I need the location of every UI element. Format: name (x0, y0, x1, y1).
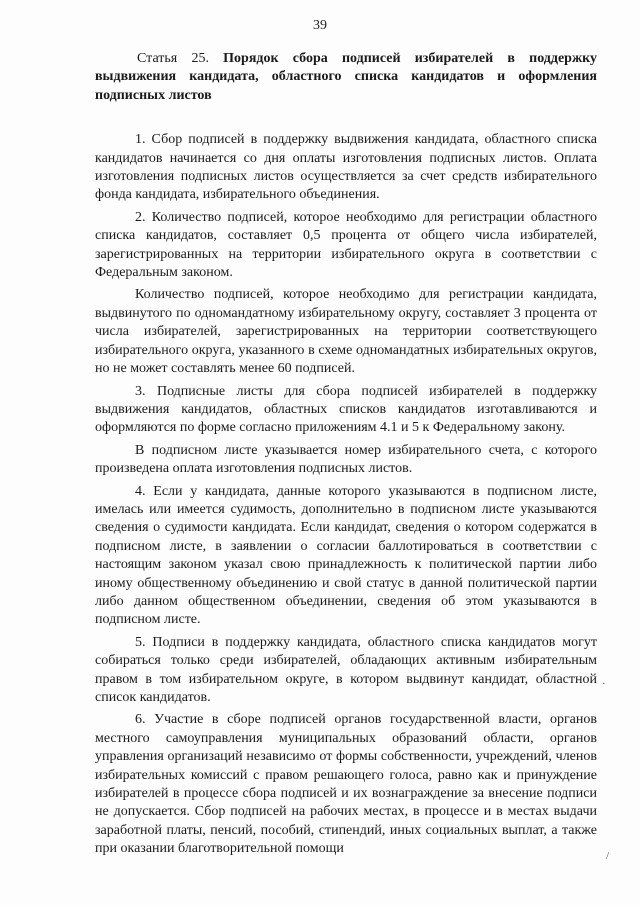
page-number: 39 (313, 18, 327, 33)
scan-speck: · (602, 678, 606, 690)
article-heading (95, 50, 597, 105)
paragraph-4: 4. Если у кандидата, данные которого указываются в подписном листе, имелась или имеется судимость, дополнительно в подписном листе указываются сведения о судимости кандидата. Если кандидат, сведения о котором содержатся в подписном листе, в заявлении о согласии баллотироваться в соответствии с настоящим законом указал свою принадлежность к политической партии либо иному общественному объединению и свой статус в данной политической партии либо данном общественном объединении, сведения об этом указываются в подписном листе. (95, 483, 597, 628)
document-body (95, 50, 597, 863)
paragraph-3-continued: В подписном листе указывается номер избирательного счета, с которого произведена оплата изготовления подписных листов. (95, 442, 597, 477)
paragraph-5: 5. Подписи в поддержку кандидата, областного списка кандидатов могут собираться только среди избирателей, обладающих активным избирательным правом в том избирательном округе, в котором выдвинут кандидат, областной список кандидатов. (95, 634, 597, 705)
scan-speck: / (606, 850, 610, 862)
paragraph-2: 2. Количество подписей, которое необходимо для регистрации областного списка кандидатов, составляет 0,5 процента от общего числа избирателей, зарегистрированных на территории избирательного округа в соответствии с Федеральным законом. (95, 209, 597, 281)
article-title: Порядок сбора подписей избирателей в поддержку выдвижения кандидата, областного списка кандидатов и оформления подписных листов (95, 51, 597, 103)
paragraph-3: 3. Подписные листы для сбора подписей избирателей в поддержку выдвижения кандидатов, областных списков кандидатов изготавливаются и оформляются по форме согласно приложениям 4.1 и 5 к Федеральному закону. (95, 383, 597, 436)
paragraph-1: 1. Сбор подписей в поддержку выдвижения кандидата, областного списка кандидатов начинается со дня оплаты изготовления подписных листов. Оплата изготовления подписных листов осуществляется за счет средств избирательного фонда кандидата, избирательного объединения. (95, 132, 597, 203)
paragraph-2-continued: Количество подписей, которое необходимо для регистрации кандидата, выдвинутого по одномандатному избирательному округу, составляет 3 процента от числа избирателей, зарегистрированных на территории соответствующего избирательного округа, указанного в схеме одномандатных избирательных округов, но не может составлять менее 60 подписей. (95, 287, 597, 377)
article-number: Статья 25. (137, 51, 209, 66)
paragraph-6: 6. Участие в сборе подписей органов государственной власти, органов местного самоуправления муниципальных образований области, органов управления организаций независимо от формы собственности, учреждений, членов избирательных комиссий с правом решающего голоса, равно как и принуждение избирателей в процессе сбора подписей и их вознаграждение за внесение подписи не допускается. Сбор подписей на рабочих местах, в процессе и в местах выдачи заработной платы, пенсий, пособий, стипендий, иных социальных выплат, а также при оказании благотворительной помощи (95, 712, 597, 857)
